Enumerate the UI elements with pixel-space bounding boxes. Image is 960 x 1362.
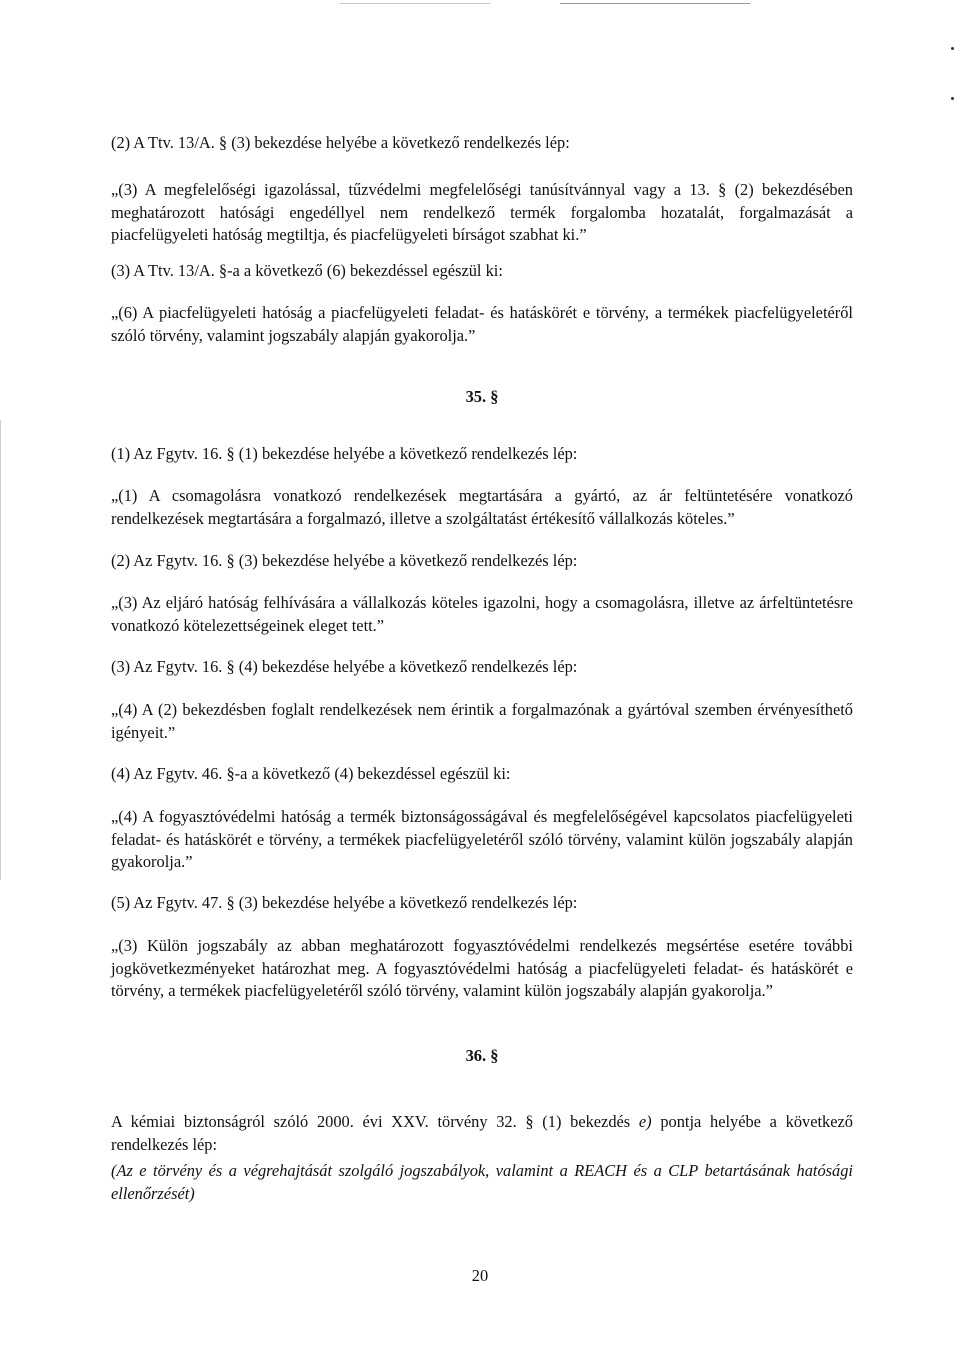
paragraph-text: pontja helyébe a következő rendelkezés lép: [111, 1112, 853, 1154]
paragraph-quote: „(3) Az eljáró hatóság felhívására a vállalkozás köteles igazolni, hogy a csomagolásra, illetve az árfeltüntetésre vonatkozó kötelezettségeinek eleget tett.” [111, 593, 853, 635]
section-heading-36: 36. § [465, 1046, 499, 1065]
paragraph-quote: „(6) A piacfelügyeleti hatóság a piacfelügyeleti feladat- és hatáskörét e törvény, a termékek piacfelügyeletéről szóló törvény, valamint jogszabály alapján gyakorolja.” [111, 303, 853, 345]
paragraph-quote: „(1) A csomagolásra vonatkozó rendelkezések megtartására a gyártó, az ár feltüntetésére vonatkozó rendelkezések megtartására a forgalmazó, illetve a szolgáltatást értékesítő vállalkozás köteles.” [111, 486, 853, 528]
paragraph: (4) Az Fgytv. 46. §-a a következő (4) bekezdéssel egészül ki: [111, 764, 511, 783]
paragraph-quote: „(3) Külön jogszabály az abban meghatározott fogyasztóvédelmi rendelkezés megsértése esetére további jogkövetkezményeket határozhat meg. A fogyasztóvédelmi hatóság a piacfelügyeleti feladat- és hatáskörét e törvény, a termékek piacfelügyeletéről szóló törvény, valamint külön jogszabály alapján gyakorolja.” [111, 936, 853, 1000]
scan-artifact-line [340, 3, 490, 4]
scan-artifact-margin [0, 420, 1, 880]
paragraph-quote: „(3) A megfelelőségi igazolással, tűzvédelmi megfelelőségi tanúsítvánnyal vagy a 13. § (2) bekezdésében meghatározott hatósági engedéllyel nem rendelkező termék forgalomba hozatalát, forgalmazását a piacfelügyeleti hatóság megtiltja, és piacfelügyeleti bírságot szabhat ki.” [111, 180, 853, 244]
scan-artifact-dot [951, 97, 954, 100]
paragraph: (2) A Ttv. 13/A. § (3) bekezdése helyébe a következő rendelkezés lép: [111, 133, 570, 152]
paragraph-quote: „(4) A (2) bekezdésben foglalt rendelkezések nem érintik a forgalmazónak a gyártóval szemben érvényesíthető igényeit.” [111, 700, 853, 742]
paragraph: (1) Az Fgytv. 16. § (1) bekezdése helyébe a következő rendelkezés lép: [111, 444, 578, 463]
scan-artifact-line [560, 3, 750, 4]
paragraph: (3) A Ttv. 13/A. §-a a következő (6) bekezdéssel egészül ki: [111, 261, 503, 280]
page-number: 20 [471, 1266, 489, 1285]
paragraph-text: A kémiai biztonságról szóló 2000. évi XXV. törvény 32. § (1) bekezdés [111, 1112, 639, 1131]
scan-artifact-dot [951, 47, 954, 50]
paragraph-italic: (Az e törvény és a végrehajtását szolgáló jogszabályok, valamint a REACH és a CLP betartásának hatósági ellenőrzését) [111, 1161, 853, 1203]
section-heading-35: 35. § [465, 387, 499, 406]
paragraph-quote: „(4) A fogyasztóvédelmi hatóság a termék biztonságosságával és megfelelőségével kapcsolatos piacfelügyeleti feladat- és hatáskörét e törvény, a termékek piacfelügyeletéről szóló törvény, valamint külön jogszabály alapján gyakorolja.” [111, 807, 853, 871]
paragraph: (3) Az Fgytv. 16. § (4) bekezdése helyébe a következő rendelkezés lép: [111, 657, 578, 676]
paragraph: (2) Az Fgytv. 16. § (3) bekezdése helyébe a következő rendelkezés lép: [111, 551, 578, 570]
point-reference: e) [638, 1112, 652, 1131]
paragraph [111, 1111, 853, 1156]
paragraph: (5) Az Fgytv. 47. § (3) bekezdése helyébe a következő rendelkezés lép: [111, 893, 578, 912]
